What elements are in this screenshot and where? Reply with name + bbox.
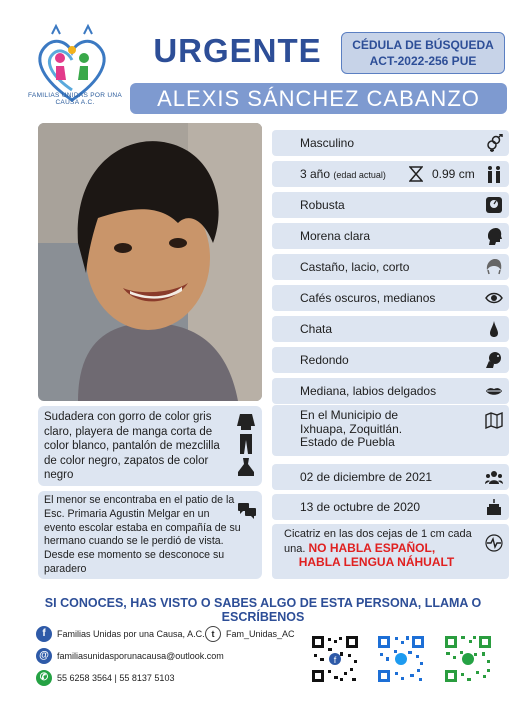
alert-line-1: NO HABLA ESPAÑOL, xyxy=(308,540,436,555)
location-line-2: Ixhuapa, Zoquitlán. xyxy=(300,421,403,436)
twitter-icon: t xyxy=(205,626,221,642)
mouth-value: Mediana, labios delgados xyxy=(300,384,437,398)
head-silhouette-icon xyxy=(485,227,503,245)
skin-value: Morena clara xyxy=(300,229,371,243)
eyes-row xyxy=(272,285,509,311)
marks-value: Cicatriz en las dos cejas de 1 cm cada una. xyxy=(284,528,472,555)
email-contact[interactable] xyxy=(36,648,224,664)
missing-date-row xyxy=(272,464,509,490)
hair-value: Castaño, lacio, corto xyxy=(300,260,410,274)
person-photo xyxy=(38,123,262,401)
sex-row xyxy=(272,130,509,156)
chat-icon xyxy=(238,503,256,519)
hourglass-icon xyxy=(409,166,423,182)
map-icon xyxy=(485,411,503,429)
location-row xyxy=(272,405,509,456)
skin-row xyxy=(272,223,509,249)
age-height-row xyxy=(272,161,509,187)
build-value: Robusta xyxy=(300,198,345,212)
height-value: 0.99 cm xyxy=(432,167,475,181)
cake-icon xyxy=(485,498,503,516)
facebook-name: Familias Unidas por una Causa, A.C. xyxy=(57,629,205,639)
call-to-action: SI CONOCES, HAS VISTO O SABES ALGO DE ESTA PERSONA, LLAMA O ESCRÍBENOS xyxy=(44,596,482,624)
clothes-box xyxy=(38,406,262,486)
face-value: Redondo xyxy=(300,353,349,367)
gender-icon xyxy=(485,134,503,152)
email-icon: @ xyxy=(36,648,52,664)
alert-line-2: HABLA LENGUA NÁHUALT xyxy=(298,555,455,569)
twitter-contact[interactable] xyxy=(205,626,295,642)
nose-icon xyxy=(485,320,503,338)
phone-numbers: 55 6258 3564 | 55 8137 5103 xyxy=(57,673,175,683)
urgent-title: URGENTE xyxy=(153,32,322,69)
face-row xyxy=(272,347,509,373)
cedula-code: ACT-2022-256 PUE xyxy=(369,54,477,68)
missing-group-icon xyxy=(485,468,503,486)
phone-contact[interactable] xyxy=(36,670,174,686)
clothes-description: Sudadera con gorro de color gris claro, playera de manga corta de color blanco, pantalón de mezclilla de color negro, zapatos de color negro xyxy=(44,411,220,481)
face-profile-icon xyxy=(485,351,503,369)
facebook-icon: f xyxy=(36,626,52,642)
whatsapp-qr-code[interactable] xyxy=(443,634,493,684)
event-box xyxy=(38,491,262,579)
birth-date-row xyxy=(272,494,509,520)
twitter-handle: Fam_Unidas_AC xyxy=(226,629,295,639)
twitter-qr-code[interactable] xyxy=(376,634,426,684)
eye-icon xyxy=(485,289,503,307)
location-line-3: Estado de Puebla xyxy=(300,435,395,449)
eyes-value: Cafés oscuros, medianos xyxy=(300,291,436,305)
whatsapp-icon: ✆ xyxy=(36,670,52,686)
birth-date-value: 13 de octubre de 2020 xyxy=(300,500,421,514)
org-logo-text: FAMILIAS UNIDAS POR UNA CAUSA A.C. xyxy=(28,92,122,106)
age-note: (edad actual) xyxy=(333,170,386,180)
svg-text:f: f xyxy=(333,655,337,665)
email-address: familiasunidasporunacausa@outlook.com xyxy=(57,651,224,661)
scale-icon xyxy=(485,196,503,214)
heartbeat-icon xyxy=(485,534,503,552)
event-description: El menor se encontraba en el patio de la Esc. Primaria Agustin Melgar en un evento escolar estaba en compañía de su hermano cuando se le perdió de vista. Desde ese momento se desconoce su paradero xyxy=(44,494,241,575)
facebook-contact[interactable] xyxy=(36,626,205,642)
facebook-qr-code[interactable] xyxy=(310,634,360,684)
hair-icon xyxy=(485,258,503,276)
location-line-1: En el Municipio de xyxy=(300,408,399,422)
cedula-box xyxy=(341,32,505,74)
sex-value: Masculino xyxy=(300,136,355,150)
mouth-row xyxy=(272,378,509,404)
person-name: ALEXIS SÁNCHEZ CABANZO xyxy=(130,83,507,114)
hair-row xyxy=(272,254,509,280)
age-value: 3 año xyxy=(300,167,331,181)
nose-value: Chata xyxy=(300,322,333,336)
nose-row xyxy=(272,316,509,342)
clothes-icon xyxy=(236,414,256,478)
lips-icon xyxy=(485,382,503,400)
cedula-title: CÉDULA DE BÚSQUEDA xyxy=(352,38,494,52)
height-people-icon xyxy=(485,165,503,183)
marks-row xyxy=(272,524,509,579)
build-row xyxy=(272,192,509,218)
missing-date-value: 02 de diciembre de 2021 xyxy=(300,470,433,484)
